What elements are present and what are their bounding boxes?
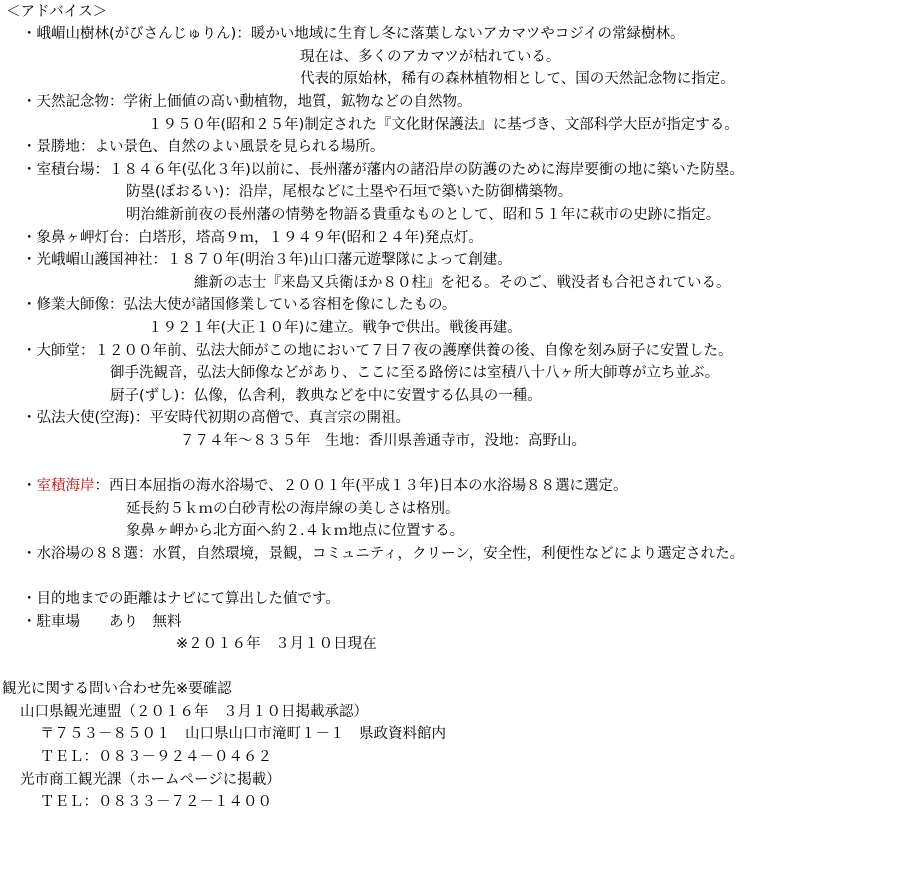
contact-heading: 観光に関する問い合わせ先※要確認 <box>2 681 232 697</box>
kobo-daishi-line: ・弘法大使(空海)：平安時代初期の高僧で、真言宗の開祖。 <box>22 410 411 426</box>
murozumi-battery-note-2: 明治維新前夜の長州藩の情勢を物語る貴重なものとして、昭和５１年に萩市の史跡に指定。 <box>126 207 721 223</box>
daishido-line: ・大師堂：１２００年前、弘法大師がこの地において７日７夜の護摩供養の後、自像を刻み厨子に安置した。 <box>22 343 733 359</box>
murozumi-battery-line: ・室積台場：１８４６年(弘化３年)以前に、長州藩が藩内の諸沿岸の防護のために海岸要衝の地に築いた防塁。 <box>22 162 744 178</box>
gokoku-shrine-line: ・光峨嵋山護国神社：１８７０年(明治３年)山口藩元遊撃隊によって創建。 <box>22 252 512 268</box>
murozumi-beach-line <box>22 476 628 496</box>
natural-monument-note: １９５０年(昭和２５年)制定された『文化財保護法』に基づき、文部科学大臣が指定する。 <box>148 117 739 133</box>
murozumi-battery-note-1: 防塁(ぼおるい)：沿岸，尾根などに土塁や石垣で築いた防御構築物。 <box>126 184 573 200</box>
contact-org2-tel: ＴＥＬ：０８３３－７２－１４００ <box>40 794 272 810</box>
contact-org1-address: 〒７５３－８５０１ 山口県山口市滝町１－１ 県政資料館内 <box>40 726 446 742</box>
contact-org1-tel: ＴＥＬ：０８３－９２４－０４６２ <box>40 749 272 765</box>
contact-org2: 光市商工観光課（ホームページに掲載） <box>20 772 281 788</box>
daishido-note-2: 厨子(ずし)：仏像，仏舎利，教典などを中に安置する仏具の一種。 <box>110 388 542 404</box>
murozumi-beach-bullet: ・ <box>22 478 37 494</box>
gabisan-forest-note-2: 代表的原始林，稀有の森林植物相として、国の天然記念物に指定。 <box>300 71 735 87</box>
as-of-date: ※２０１６年 ３月１０日現在 <box>176 636 377 652</box>
murozumi-beach-note-1: 延長約５ｋｍの白砂青松の海岸線の美しさは格別。 <box>126 501 460 517</box>
scenic-spot-line: ・景勝地：よい景色、自然のよい風景を見られる場所。 <box>22 139 385 155</box>
murozumi-beach-name: 室積海岸 <box>36 478 95 494</box>
murozumi-beach-note-2: 象鼻ヶ岬から北方面へ約２.４ｋｍ地点に位置する。 <box>126 523 465 539</box>
parking-line: ・駐車場 あり 無料 <box>22 614 182 630</box>
gabisan-forest-line: ・峨嵋山樹林(がびさんじゅりん)：暖かい地域に生育し冬に落葉しないアカマツやコジイの常緑樹林。 <box>22 26 685 42</box>
shugyo-daishi-line: ・修業大師像：弘法大使が諸国修業している容相を像にしたもの。 <box>22 297 457 313</box>
natural-monument-line: ・天然記念物：学術上価値の高い動植物，地質，鉱物などの自然物。 <box>22 94 472 110</box>
daishido-note-1: 御手洗観音，弘法大師像などがあり、ここに至る路傍には室積八十八ヶ所大師尊が立ち並ぶ。 <box>110 365 720 381</box>
advice-header: ＜アドバイス＞ <box>6 4 108 20</box>
gokoku-shrine-note: 維新の志士『来島又兵衛ほか８０柱』を祀る。そのご、戦没者も合祀されている。 <box>194 275 731 291</box>
kobo-daishi-note: ７７４年～８３５年 生地：香川県善通寺市，没地：高野山。 <box>180 433 586 449</box>
murozumi-beach-desc: ：西日本屈指の海水浴場で、２００１年(平成１３年)日本の水浴場８８選に選定。 <box>94 478 628 494</box>
distance-note: ・目的地までの距離はナビにて算出した値です。 <box>22 591 340 607</box>
lighthouse-line: ・象鼻ヶ岬灯台：白塔形，塔高９ｍ，１９４９年(昭和２４年)発点灯。 <box>22 230 483 246</box>
shugyo-daishi-note: １９２１年(大正１０年)に建立。戦争で供出。戦後再建。 <box>148 320 522 336</box>
gabisan-forest-note-1: 現在は、多くのアカマツが枯れている。 <box>300 49 561 65</box>
contact-org1: 山口県観光連盟（２０１６年 ３月１０日掲載承認） <box>20 704 368 720</box>
swim-88-line: ・水浴場の８８選：水質，自然環境，景観，コミュニティ，クリーン，安全性，利便性などにより選定された。 <box>22 546 745 562</box>
